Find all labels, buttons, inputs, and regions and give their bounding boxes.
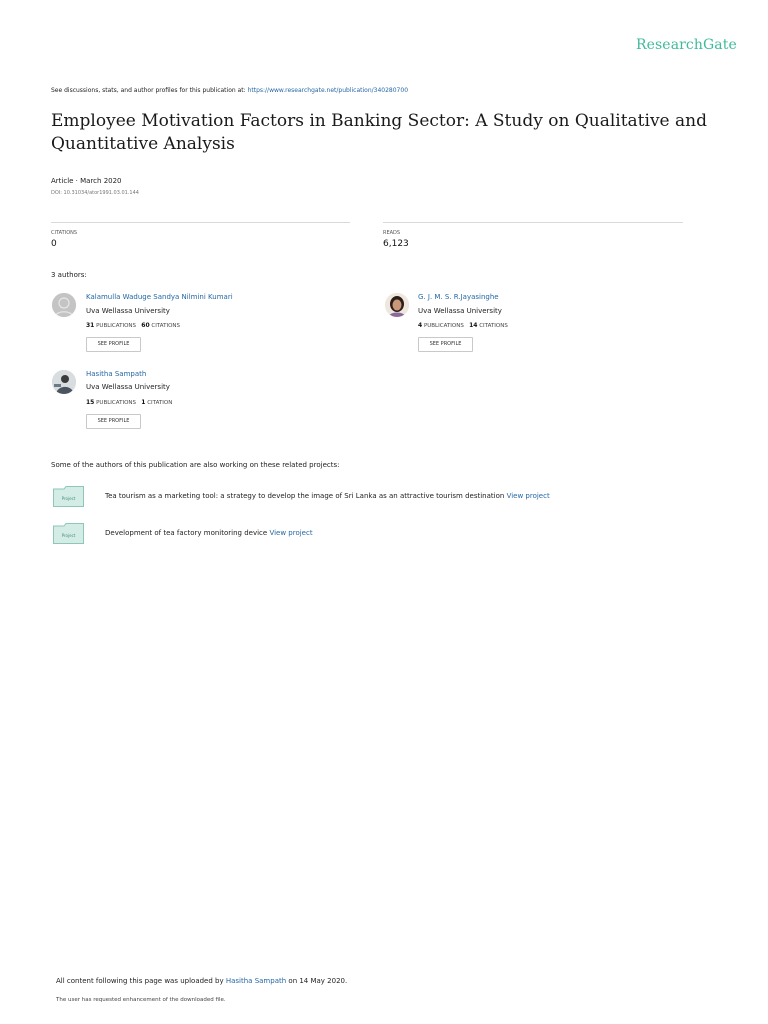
author-name-3[interactable]: Hasitha Sampath: [86, 370, 147, 378]
article-type-date: Article · March 2020: [51, 177, 122, 185]
reads-count: 6,123: [383, 239, 409, 249]
view-project-link-1[interactable]: View project: [506, 492, 550, 500]
project-icon-label: Project: [61, 496, 76, 501]
profile-photo-jayasinghe[interactable]: [385, 293, 409, 317]
author-affiliation-3: Uva Wellassa University: [86, 383, 170, 391]
author-citations-label: CITATIONS: [151, 323, 181, 329]
see-profile-button-1[interactable]: SEE PROFILE: [86, 337, 141, 352]
project-icon-2[interactable]: [53, 523, 84, 544]
author-publications-label: PUBLICATIONS: [96, 323, 137, 329]
author-affiliation-2: Uva Wellassa University: [418, 307, 502, 315]
project-title-2: Development of tea factory monitoring device: [105, 529, 268, 537]
author-citations-count: 14: [469, 322, 478, 329]
article-title: Employee Motivation Factors in Banking Sector: A Study on Qualitative and Quantitative Analysis: [51, 111, 707, 154]
author-stats-2: [418, 322, 508, 329]
related-projects-heading: Some of the authors of this publication are also working on these related projects:: [51, 461, 340, 469]
author-affiliation-1: Uva Wellassa University: [86, 307, 170, 315]
author-publications-count: 31: [86, 322, 95, 329]
project-item-1: [105, 492, 550, 500]
profile-photo-sampath[interactable]: [52, 370, 76, 394]
uploader-link[interactable]: Hasitha Sampath: [225, 977, 287, 985]
author-citations-label: CITATIONS: [479, 323, 508, 329]
discussion-text: See discussions, stats, and author profiles for this publication at:: [51, 87, 246, 94]
researchgate-logo[interactable]: ResearchGate: [636, 37, 737, 53]
upload-prefix: All content following this page was uploaded by: [56, 977, 224, 985]
project-item-2: [105, 529, 313, 537]
author-citations-count: 1: [141, 399, 146, 406]
see-profile-button-3[interactable]: SEE PROFILE: [86, 414, 141, 429]
author-name-2[interactable]: G. J. M. S. R.Jayasinghe: [418, 293, 499, 301]
author-publications-count: 4: [418, 322, 423, 329]
reads-divider: [383, 222, 683, 223]
author-stats-3: [86, 399, 172, 406]
author-publications-count: 15: [86, 399, 95, 406]
author-publications-label: PUBLICATIONS: [96, 400, 137, 406]
project-icon-label: Project: [61, 533, 76, 538]
article-doi: DOI: 10.31034/ator1991.03.01.144: [51, 190, 139, 196]
upload-suffix: on 14 May 2020.: [288, 977, 348, 985]
user-placeholder-icon[interactable]: [52, 293, 76, 317]
citations-divider: [51, 222, 350, 223]
author-citations-count: 60: [141, 322, 150, 329]
author-stats-1: [86, 322, 180, 329]
author-name-1[interactable]: Kalamulla Waduge Sandya Nilmini Kumari: [86, 293, 233, 301]
view-project-link-2[interactable]: View project: [269, 529, 313, 537]
author-citations-label: CITATION: [147, 400, 173, 406]
see-profile-button-2[interactable]: SEE PROFILE: [418, 337, 473, 352]
publication-url-link[interactable]: https://www.researchgate.net/publication/340280700: [247, 87, 409, 94]
authors-heading: 3 authors:: [51, 271, 87, 279]
citations-label: CITATIONS: [51, 230, 78, 236]
citations-count: 0: [51, 239, 57, 249]
publication-url-line: [51, 87, 408, 94]
author-publications-label: PUBLICATIONS: [423, 323, 464, 329]
enhancement-note: The user has requested enhancement of the downloaded file.: [56, 997, 226, 1003]
reads-label: READS: [383, 230, 401, 236]
project-title-1: Tea tourism as a marketing tool: a strategy to develop the image of Sri Lanka as an attractive tourism destination: [105, 492, 505, 500]
upload-note: [56, 977, 347, 985]
project-icon-1[interactable]: [53, 486, 84, 507]
